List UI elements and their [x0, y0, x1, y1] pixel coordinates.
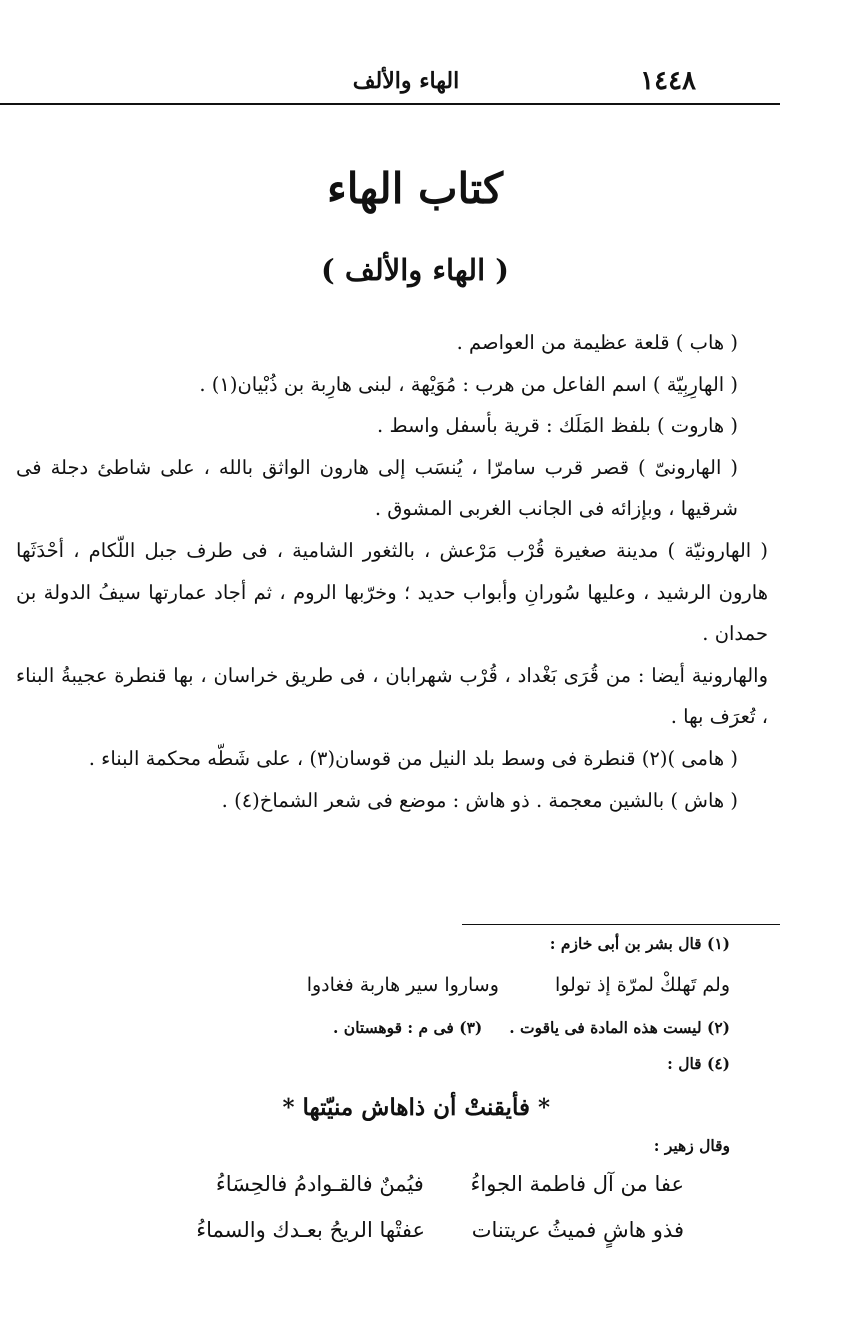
zuhair-verse-1: [216, 1172, 684, 1196]
entry-haruniyya-2: والهارونية أيضا : من قُرَى بَغْداد ، قُرْب شهرابان ، فى طريق خراسان ، بها قنطرة عجيبةُ البناء ، تُعرَف بها .: [16, 663, 768, 729]
footnote-2-3: (٢) ليست هذه المادة فى ياقوت . (٣) فى م : قوهستان .: [333, 1018, 730, 1037]
entry-hash: ( هاش ) بالشين معجمة . ذو هاش : موضع فى شعر الشماخ(٤) .: [221, 788, 738, 812]
running-title: الهاء والألف: [352, 68, 460, 94]
entry-haruni: ( الهارونىّ ) قصر قرب سامرّا ، يُنسَب إلى هارون الواثق بالله ، على شاطئ دجلة فى شرقيها ، وبإزائه فى الجانب الغربى المشوق .: [16, 455, 738, 521]
entry-harbiyya: ( الهارِبِيّة ) اسم الفاعل من هرب : مُوَيْهة ، لبنى هارِبة بن ذُبْيان(١) .: [199, 372, 738, 396]
header-rule: [0, 103, 780, 105]
entry-hami: ( هامى )(٢) قنطرة فى وسط بلد النيل من قوسان(٣) ، على شَطّه محكمة البناء .: [88, 746, 738, 770]
footnote-1-verse-first: ولم تَهلكْ لمرّة إذ تولوا: [554, 974, 730, 996]
entry-hab: ( هاب ) قلعة عظيمة من العواصم .: [456, 331, 738, 354]
zuhair-verse-1-second: فيُمنٌ فالقـوادمُ فالحِسَاءُ: [215, 1172, 424, 1196]
entry-haruniyya: ( الهارونيّة ) مدينة صغيرة قُرْب مَرْعش ، بالثغور الشامية ، فى طرف جبل اللّكام ، أحْدَثَها هارون الرشيد ، وعليها سُورانِ وأبواب حديد ؛ وخرّبها الروم ، ثم أجاد عمارتها سيفُ الدولة بن حمدان .: [16, 538, 768, 646]
entry-harut: ( هاروت ) بلفظ المَلَك : قرية بأسفل واسط .: [377, 414, 738, 438]
zuhair-verse-1-first: عفا من آل فاطمة الجواءُ: [470, 1172, 684, 1196]
footnote-4-intro: (٤) قال :: [667, 1054, 730, 1073]
zuhair-verse-2: [196, 1218, 684, 1242]
book-title: كتاب الهاء: [327, 164, 503, 213]
zuhair-verse-2-first: فذو هاشٍ فميثُ عريتنات: [471, 1218, 684, 1242]
footnote-1-verse-second: وساروا سير هاربة فغادوا: [306, 974, 499, 996]
footnote-1-intro: (١) قال بشر بن أبى خازم :: [549, 934, 730, 953]
page-header: [0, 60, 780, 104]
footnote-rule: [462, 924, 780, 925]
section-title: ( الهاء والألف ): [321, 253, 509, 287]
zuhair-intro: وقال زهير :: [653, 1136, 730, 1155]
page-number: ١٤٤٨: [640, 66, 696, 96]
entries-body: [16, 322, 828, 821]
zuhair-verse-2-second: عفتْها الريحُ بعـدك والسماءُ: [196, 1218, 426, 1242]
footnote-1-verse: [170, 974, 730, 996]
footnote-4-verse: * فأيقنتْ أن ذاهاش منيّتها *: [282, 1094, 550, 1121]
